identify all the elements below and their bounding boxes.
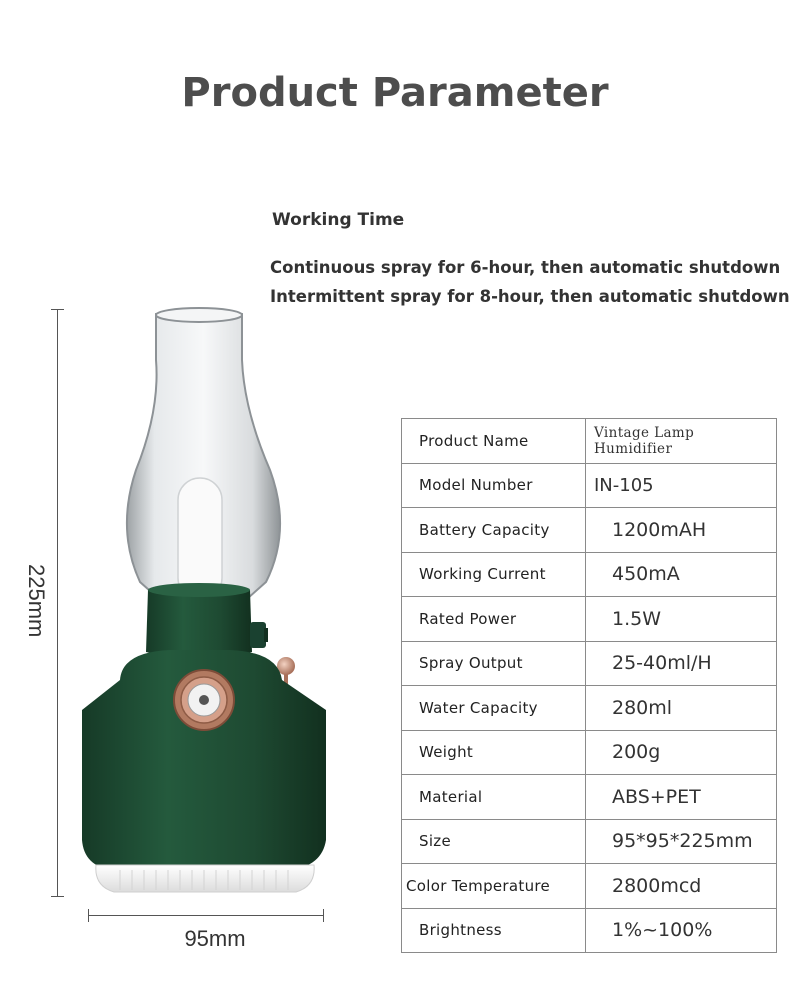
spec-label: Product Name <box>402 419 586 464</box>
width-dimension-label: 95mm <box>184 926 246 951</box>
lamp-base <box>96 865 314 892</box>
side-knob <box>250 622 266 648</box>
spec-row <box>402 686 777 731</box>
spec-value: 95*95*225mm <box>586 819 777 864</box>
height-dimension-cap-top <box>51 309 64 310</box>
spec-label: Brightness <box>402 908 586 953</box>
width-dimension-line <box>88 915 323 916</box>
spec-value: 1%~100% <box>586 908 777 953</box>
spec-value: 25-40ml/H <box>586 641 777 686</box>
width-dimension-cap-left <box>88 909 89 922</box>
lamp-neck <box>146 590 252 659</box>
spec-row <box>402 641 777 686</box>
spec-label: Model Number <box>402 463 586 508</box>
spec-value: 280ml <box>586 686 777 731</box>
spec-label: Battery Capacity <box>402 508 586 553</box>
spec-label: Size <box>402 819 586 864</box>
spec-value: ABS+PET <box>586 775 777 820</box>
height-dimension-line <box>57 309 58 897</box>
spec-row <box>402 552 777 597</box>
spec-row <box>402 775 777 820</box>
working-time-line-intermittent: Intermittent spray for 8-hour, then automatic shutdown <box>270 287 790 306</box>
spec-value: 200g <box>586 730 777 775</box>
working-time-heading: Working Time <box>272 210 405 230</box>
spec-label: Rated Power <box>402 597 586 642</box>
spec-row <box>402 864 777 909</box>
spec-value: 450mA <box>586 552 777 597</box>
page-title: Product Parameter <box>181 70 609 116</box>
spec-row <box>402 908 777 953</box>
spec-label: Weight <box>402 730 586 775</box>
spec-row <box>402 419 777 464</box>
spec-row <box>402 463 777 508</box>
spec-value: 2800mcd <box>586 864 777 909</box>
spec-label: Water Capacity <box>402 686 586 731</box>
spec-row <box>402 730 777 775</box>
working-time-line-continuous: Continuous spray for 6-hour, then automatic shutdown <box>270 258 781 277</box>
spec-row <box>402 508 777 553</box>
flame-light <box>178 478 222 600</box>
spec-value: IN-105 <box>586 463 777 508</box>
spec-row <box>402 819 777 864</box>
vintage-lamp-humidifier-image <box>70 300 350 900</box>
spec-table <box>401 418 777 953</box>
spec-value: 1200mAH <box>586 508 777 553</box>
spec-value: Vintage Lamp Humidifier <box>586 419 777 464</box>
spec-label: Material <box>402 775 586 820</box>
spec-value: 1.5W <box>586 597 777 642</box>
glass-rim <box>156 308 242 322</box>
width-dimension-cap-right <box>323 909 324 922</box>
spec-label: Working Current <box>402 552 586 597</box>
spec-row <box>402 597 777 642</box>
height-dimension-cap-bottom <box>51 896 64 897</box>
spec-label: Spray Output <box>402 641 586 686</box>
height-dimension-label: 225mm <box>24 564 49 638</box>
spec-label: Color Temperature <box>402 864 586 909</box>
